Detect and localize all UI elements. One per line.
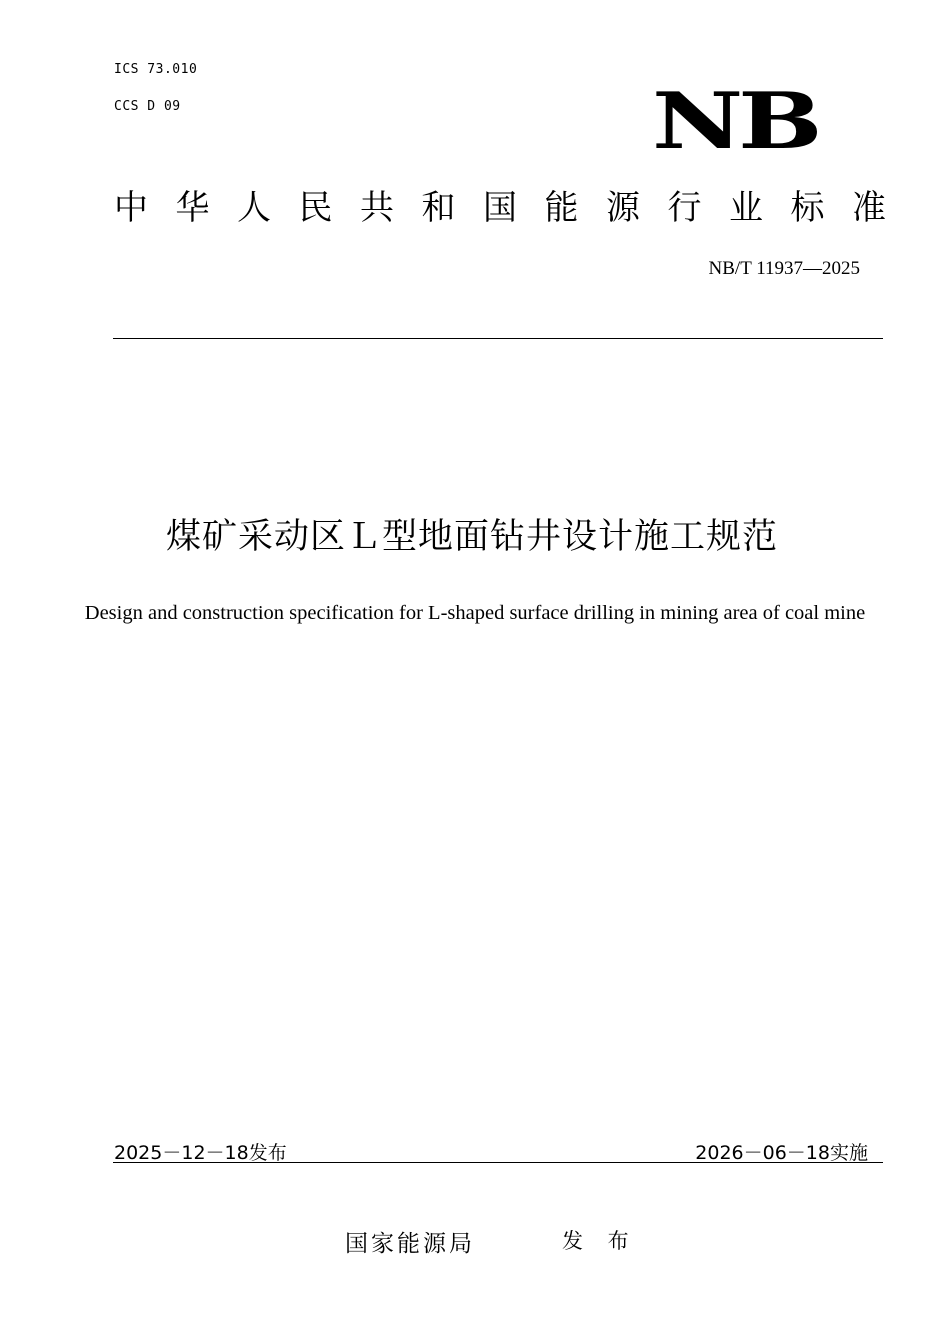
document-title-english: Design and construction specification for L-shaped surface drilling in mining area of coal mine [84,602,866,624]
issuing-authority: 国家能源局 [345,1231,475,1257]
ccs-code: CCS D 09 [114,99,181,114]
nb-logo: NB [652,76,818,167]
implementation-date: 2026－06－18实施 [695,1142,868,1164]
issue-label: 发 布 [562,1229,638,1253]
document-title-chinese: 煤矿采动区Ｌ型地面钻井设计施工规范 [165,517,778,557]
ics-code: ICS 73.010 [114,62,198,77]
footer-divider [113,1162,883,1163]
standard-type-heading: 中华人民共和国能源行业标准 [114,188,914,228]
standard-number: NB/T 11937—2025 [708,258,860,279]
header-divider [113,338,883,339]
issue-date: 2025－12－18发布 [114,1142,287,1164]
